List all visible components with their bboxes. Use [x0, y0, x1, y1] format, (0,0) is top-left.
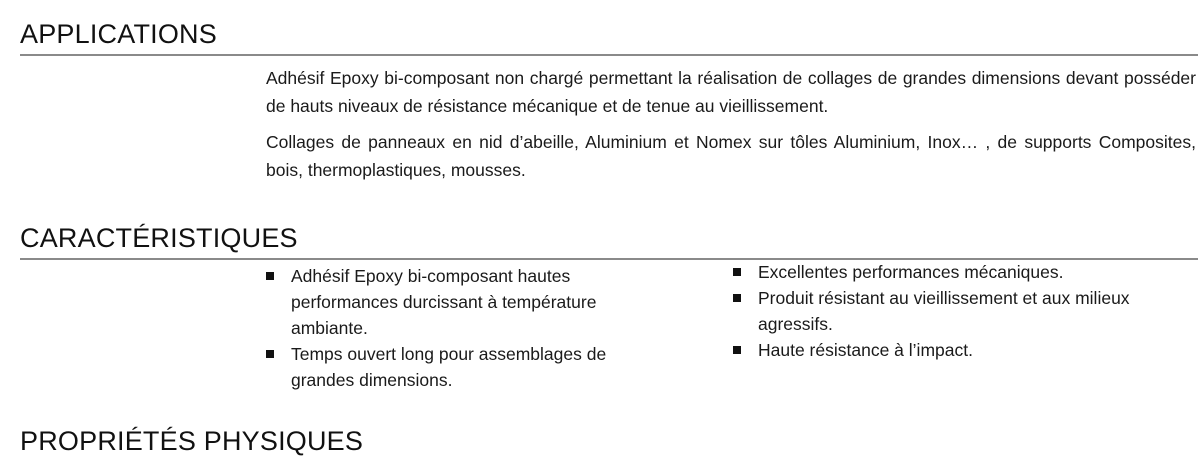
list-item	[733, 337, 1196, 363]
bullet-square-icon	[266, 350, 274, 358]
list-item	[733, 259, 1196, 285]
proprietes-heading: PROPRIÉTÉS PHYSIQUES	[20, 426, 364, 456]
applications-divider	[20, 54, 1198, 56]
list-item	[733, 285, 1196, 337]
applications-paragraph-1: Adhésif Epoxy bi-composant non chargé permettant la réalisation de collages de grandes dimensions devant posséder de hauts niveaux de résistance mécanique et de tenue au vieillissement.	[266, 68, 1196, 116]
applications-paragraph-2: Collages de panneaux en nid d’abeille, Aluminium et Nomex sur tôles Aluminium, Inox… , de supports Composites, bois, thermoplastiques, mousses.	[266, 132, 1196, 180]
list-item-text: Temps ouvert long pour assemblages de grandes dimensions.	[291, 344, 607, 390]
bullet-square-icon	[733, 294, 741, 302]
list-item	[266, 263, 666, 341]
caracteristiques-heading: CARACTÉRISTIQUES	[20, 223, 298, 253]
list-item-text: Produit résistant au vieillissement et aux milieux agressifs.	[758, 288, 1130, 334]
list-item-text: Haute résistance à l’impact.	[758, 340, 973, 360]
list-item-text: Excellentes performances mécaniques.	[758, 262, 1064, 282]
caracteristiques-list-left	[266, 263, 666, 393]
bullet-square-icon	[266, 272, 274, 280]
bullet-square-icon	[733, 346, 741, 354]
applications-heading: APPLICATIONS	[20, 19, 217, 49]
list-item-text: Adhésif Epoxy bi-composant hautes performances durcissant à température ambiante.	[291, 266, 597, 338]
bullet-square-icon	[733, 268, 741, 276]
list-item	[266, 341, 666, 393]
caracteristiques-list-right	[733, 259, 1196, 363]
